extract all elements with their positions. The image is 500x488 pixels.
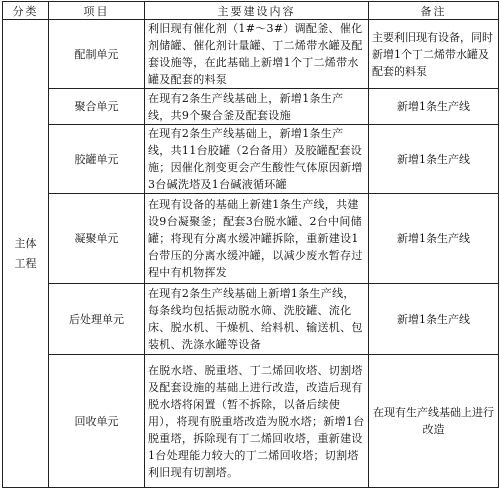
note-cell: 在现有生产线基础上进行改造 [369,355,499,488]
content-cell: 在现有2条生产线基础上，新增1条生产线，共11台胶罐（2台备用）及胶罐配套设施；因催化剂变更会产生酸性气体原因新增3台碱洗塔及1台碱液循环罐 [145,125,369,194]
content-cell: 在脱水塔、脱重塔、丁二烯回收塔、切割塔及配套设施的基础上进行改造，改造后现有脱水塔将闲置（暂不拆除，以备后续使用），将现有脱重塔改造为脱水塔；新增1台脱重塔，拆除现有丁二烯回收塔，重新建设1台处理能力较大的丁二烯回收塔；切割塔利旧现有切割塔。 [145,355,369,488]
header-content: 主要建设内容 [145,2,369,20]
table-row [3,125,499,194]
content-cell: 利旧现有催化剂（1#～3#）调配釜、催化剂储罐、催化剂计量罐、丁二烯带水罐及配套设施等，在此基础上新增1个丁二烯带水罐及配套的料泵 [145,20,369,89]
project-construction-table [2,1,499,488]
note-cell: 主要利旧现有设备，同时新增1个丁二烯带水罐及配套的料泵 [369,20,499,89]
note-cell: 新增1条生产线 [369,89,499,125]
item-cell: 配制单元 [49,20,145,89]
header-note: 备注 [369,2,499,20]
note-cell: 新增1条生产线 [369,125,499,194]
category-cell: 主体 工程 [3,20,49,488]
content-cell: 在现有2条生产线基础上新增1条生产线，每条线均包括振动脱水筛、洗胶罐、流化床、脱水机、干燥机、给料机、输送机、包装机、洗涤水罐等设备 [145,284,369,355]
item-cell: 后处理单元 [49,284,145,355]
table-header-row [3,2,499,20]
item-cell: 胶罐单元 [49,125,145,194]
item-cell: 聚合单元 [49,89,145,125]
table-row [3,194,499,284]
note-cell: 新增1条生产线 [369,194,499,284]
content-cell: 在现有2条生产线基础上，新增1条生产线，共9个聚合釜及配套设施 [145,89,369,125]
note-cell: 新增1条生产线 [369,284,499,355]
header-item: 项目 [49,2,145,20]
item-cell: 回收单元 [49,355,145,488]
header-category: 分类 [3,2,49,20]
item-cell: 凝聚单元 [49,194,145,284]
table-row [3,355,499,488]
table-row [3,284,499,355]
table-row [3,20,499,89]
table-row [3,89,499,125]
content-cell: 在现有设备的基础上新建1条生产线，共建设9台凝聚釜；配套3台脱水罐、2台中间储罐；将现有分离水缓冲罐拆除，重新建设1台带压的分离水缓冲罐，以减少废水暂存过程中有机物挥发 [145,194,369,284]
